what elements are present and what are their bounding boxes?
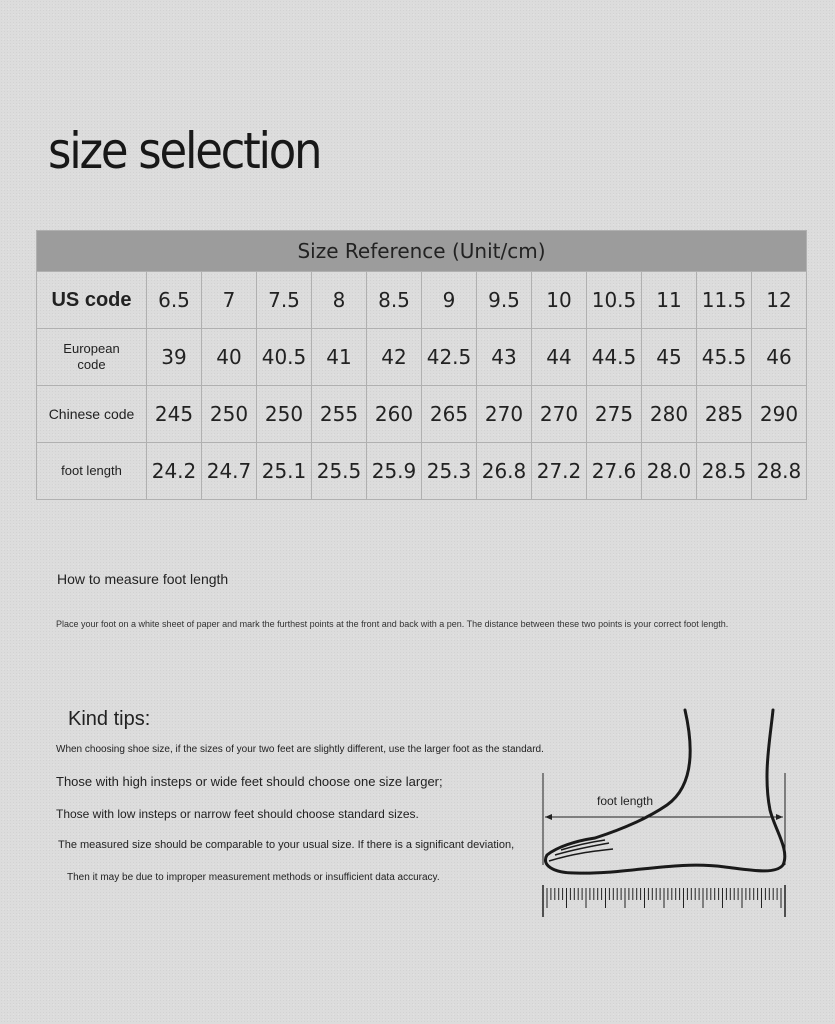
tips-title: Kind tips: (68, 708, 151, 730)
table-cell: 275 (587, 386, 642, 443)
table-cell: 250 (257, 386, 312, 443)
table-row (37, 386, 807, 443)
table-cell: 28.0 (642, 443, 697, 500)
table-cell: 25.9 (367, 443, 422, 500)
table-cell: 25.1 (257, 443, 312, 500)
table-cell: 40 (202, 329, 257, 386)
table-cell: 11 (642, 272, 697, 329)
table-cell: 9.5 (477, 272, 532, 329)
tip-item: Then it may be due to improper measurement methods or insufficient data accuracy. (67, 872, 440, 883)
table-cell: 8.5 (367, 272, 422, 329)
tip-item: Those with high insteps or wide feet should choose one size larger; (56, 774, 443, 789)
table-cell: 24.7 (202, 443, 257, 500)
table-cell: 270 (532, 386, 587, 443)
table-cell: 6.5 (147, 272, 202, 329)
table-cell: 12 (752, 272, 807, 329)
table-cell: 10.5 (587, 272, 642, 329)
table-cell: 43 (477, 329, 532, 386)
table-cell: 290 (752, 386, 807, 443)
table-cell: 265 (422, 386, 477, 443)
table-cell: 260 (367, 386, 422, 443)
table-cell: 285 (697, 386, 752, 443)
table-cell: 255 (312, 386, 367, 443)
row-label: foot length (37, 443, 147, 500)
table-cell: 42 (367, 329, 422, 386)
table-cell: 44.5 (587, 329, 642, 386)
table-cell: 245 (147, 386, 202, 443)
table-cell: 27.2 (532, 443, 587, 500)
table-cell: 280 (642, 386, 697, 443)
table-cell: 25.5 (312, 443, 367, 500)
foot-length-label: foot length (597, 794, 654, 808)
table-cell: 40.5 (257, 329, 312, 386)
table-cell: 39 (147, 329, 202, 386)
row-label: European code (37, 329, 147, 386)
table-cell: 10 (532, 272, 587, 329)
table-cell: 26.8 (477, 443, 532, 500)
table-cell: 270 (477, 386, 532, 443)
table-cell: 250 (202, 386, 257, 443)
size-reference-table (36, 230, 807, 500)
table-cell: 7.5 (257, 272, 312, 329)
row-label: Chinese code (37, 386, 147, 443)
table-cell: 9 (422, 272, 477, 329)
tip-item: Those with low insteps or narrow feet should choose standard sizes. (56, 807, 419, 821)
page-title: size selection (48, 122, 321, 180)
table-row (37, 329, 807, 386)
table-cell: 7 (202, 272, 257, 329)
table-cell: 46 (752, 329, 807, 386)
row-label: US code (37, 272, 147, 329)
table-row (37, 443, 807, 500)
table-cell: 45.5 (697, 329, 752, 386)
table-caption: Size Reference (Unit/cm) (37, 231, 807, 272)
measure-title: How to measure foot length (57, 571, 229, 587)
table-cell: 25.3 (422, 443, 477, 500)
table-cell: 28.5 (697, 443, 752, 500)
table-cell: 8 (312, 272, 367, 329)
table-cell: 11.5 (697, 272, 752, 329)
measure-text: Place your foot on a white sheet of paper and mark the furthest points at the front and back with a pen. The distance between these two points is your correct foot length. (56, 619, 729, 629)
table-cell: 44 (532, 329, 587, 386)
table-cell: 41 (312, 329, 367, 386)
table-cell: 24.2 (147, 443, 202, 500)
table-row (37, 272, 807, 329)
table-cell: 42.5 (422, 329, 477, 386)
table-cell: 45 (642, 329, 697, 386)
tip-item: The measured size should be comparable to your usual size. If there is a significant deviation, (58, 839, 515, 851)
table-cell: 27.6 (587, 443, 642, 500)
tip-item: When choosing shoe size, if the sizes of your two feet are slightly different, use the larger foot as the standard. (56, 744, 544, 755)
table-cell: 28.8 (752, 443, 807, 500)
foot-outline-with-ruler-icon (535, 705, 795, 925)
